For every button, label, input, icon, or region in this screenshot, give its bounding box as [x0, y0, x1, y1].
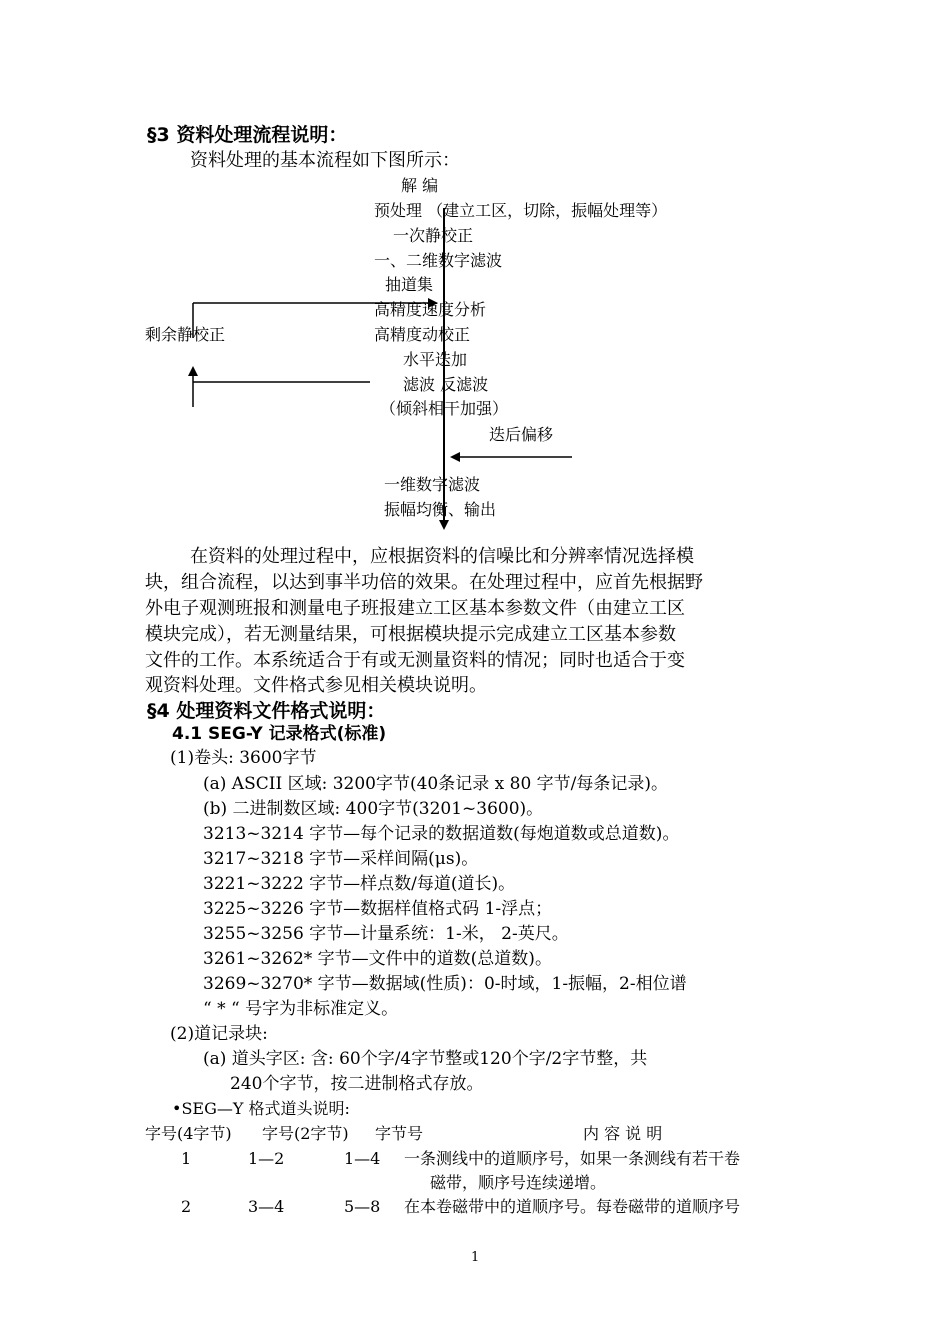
- flow-step-velocity: 高精度速度分析: [374, 300, 487, 319]
- page-number: 1: [471, 1250, 480, 1265]
- flow-step-migration: 迭后偏移: [489, 425, 554, 444]
- trace-block-title: (2)道记录块:: [170, 1024, 268, 1044]
- table-header-byte: 字节号: [375, 1124, 424, 1143]
- trace-header-desc: (a) 道头字区: 含: 60个字/4字节整或120个字/2字节整，共: [203, 1049, 648, 1069]
- volume-item: 3213~3214 字节—每个记录的数据道数(每炮道数或总道数)。: [203, 824, 680, 844]
- flow-step-coherence: （倾斜相干加强）: [380, 399, 509, 418]
- table-row-2-content: 在本卷磁带中的道顺序号。每卷磁带的道顺序号: [404, 1197, 741, 1216]
- volume-item: 3269~3270* 字节—数据域(性质)：0-时域，1-振幅，2-相位谱: [203, 974, 687, 994]
- volume-item: 3221~3222 字节—样点数/每道(道长)。: [203, 874, 516, 894]
- section4-subheading: 4.1 SEG-Y 记录格式(标准): [172, 724, 387, 744]
- paragraph-line: 模块完成），若无测量结果，可根据模块提示完成建立工区基本参数: [145, 624, 676, 645]
- flow-step-filter: 一、二维数字滤波: [374, 251, 503, 270]
- table-header-content: 内 容 说 明: [583, 1124, 663, 1143]
- flow-step-preprocess: 预处理 （建立工区，切除，振幅处理等）: [374, 201, 668, 220]
- flow-step-output: 振幅均衡、输出: [384, 500, 497, 519]
- volume-item: (a) ASCII 区域: 3200字节(40条记录 x 80 字节/每条记录)。: [203, 774, 669, 794]
- paragraph-line: 文件的工作。本系统适合于有或无测量资料的情况；同时也适合于变: [145, 650, 685, 671]
- volume-header-title: (1)卷头: 3600字节: [170, 748, 317, 768]
- section3-heading: §3 资料处理流程说明：: [147, 124, 348, 146]
- table-row-2-word2: 3—4: [248, 1197, 285, 1216]
- section3-intro: 资料处理的基本流程如下图所示：: [190, 150, 460, 171]
- volume-item: 3255~3256 字节—计量系统：1-米， 2-英尺。: [203, 924, 569, 944]
- flow-step-stack: 水平迭加: [403, 350, 468, 369]
- flow-step-deconv: 滤波 反滤波: [403, 375, 489, 394]
- table-row-1-content: 一条测线中的道顺序号，如果一条测线有若干卷: [404, 1149, 741, 1168]
- paragraph-line: 外电子观测班报和测量电子班报建立工区基本参数文件（由建立工区: [145, 598, 685, 619]
- flow-step-gather: 抽道集: [385, 275, 434, 294]
- section4-heading: §4 处理资料文件格式说明：: [147, 700, 386, 722]
- table-header-word2: 字号(2字节): [262, 1124, 349, 1143]
- table-row-2-word4: 2: [181, 1197, 192, 1216]
- volume-item-note: “ * “ 号字为非标准定义。: [203, 999, 399, 1019]
- flow-step-static: 一次静校正: [393, 226, 474, 245]
- flow-step-nmo: 高精度动校正: [374, 325, 471, 344]
- table-row-1-byte: 1—4: [344, 1149, 381, 1168]
- table-row-1-word4: 1: [181, 1149, 192, 1168]
- table-row-1-word2: 1—2: [248, 1149, 285, 1168]
- table-row-2-byte: 5—8: [344, 1197, 381, 1216]
- flow-residual-static: 剩余静校正: [145, 325, 226, 344]
- table-row-1-content-cont: 磁带，顺序号连续递增。: [430, 1173, 607, 1192]
- volume-item: 3261~3262* 字节—文件中的道数(总道数)。: [203, 949, 552, 969]
- volume-item: 3217~3218 字节—采样间隔(μs)。: [203, 849, 479, 869]
- flow-step-1d-filter: 一维数字滤波: [384, 475, 481, 494]
- paragraph-line: 块，组合流程，以达到事半功倍的效果。在处理过程中，应首先根据野: [145, 572, 703, 593]
- volume-item: (b) 二进制数区域: 400字节(3201~3600)。: [203, 799, 544, 819]
- table-header-word4: 字号(4字节): [145, 1124, 232, 1143]
- volume-item: 3225~3226 字节—数据样值格式码 1-浮点；: [203, 899, 553, 919]
- paragraph-line: 在资料的处理过程中，应根据资料的信噪比和分辨率情况选择模: [190, 546, 694, 567]
- segy-bullet: •SEG—Y 格式道头说明:: [172, 1099, 350, 1118]
- paragraph-line: 观资料处理。文件格式参见相关模块说明。: [145, 675, 487, 696]
- trace-header-desc-cont: 240个字节，按二进制格式存放。: [230, 1074, 484, 1094]
- flow-step-decode: 解 编: [401, 176, 439, 195]
